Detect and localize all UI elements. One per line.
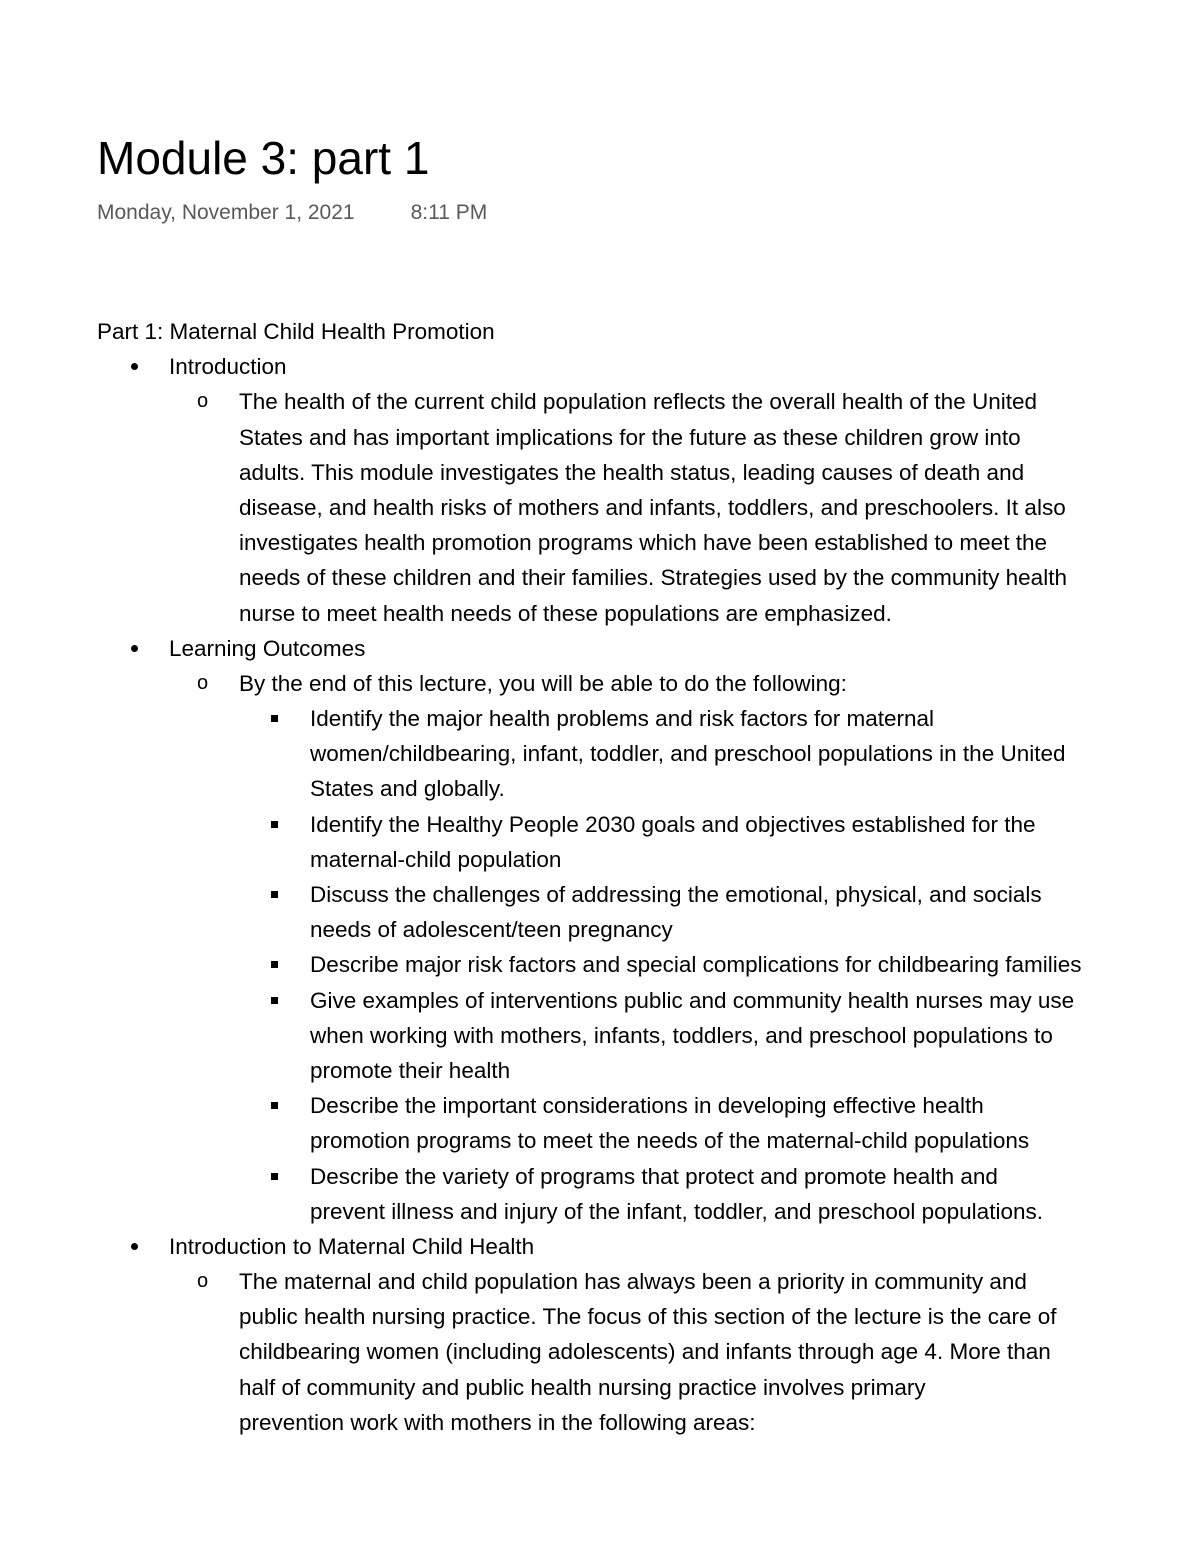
bullet-circle-icon: o: [197, 671, 209, 694]
bullet-dot-icon: [131, 349, 138, 384]
bullet-square-icon: [271, 1088, 278, 1123]
list-item-learning-outcomes: [97, 631, 1200, 666]
outcome-line: promotion programs to meet the needs of the maternal-child populations: [310, 1128, 1030, 1154]
outcome-line: maternal-child population: [310, 846, 562, 872]
paragraph-line: disease, and health risks of mothers and infants, toddlers, and preschoolers. It also: [239, 494, 1066, 520]
paragraph-line: The maternal and child population has always been a priority in community and: [239, 1269, 1027, 1295]
list-item-label: Introduction: [169, 354, 287, 380]
outcome-line: women/childbearing, infant, toddler, and preschool populations in the United: [310, 741, 1066, 767]
bullet-dot-icon: [131, 631, 138, 666]
list-item-label: Introduction to Maternal Child Health: [169, 1233, 535, 1259]
page-date: Monday, November 1, 2021: [97, 201, 355, 224]
outcome-line: Describe the variety of programs that protect and promote health and: [310, 1163, 998, 1189]
introduction-paragraph: [97, 384, 1200, 630]
page-timestamp: [97, 199, 487, 227]
bullet-square-icon: [271, 1159, 278, 1194]
bullet-square-icon: [271, 877, 278, 912]
outcome-item: [97, 877, 1200, 947]
outcome-line: needs of adolescent/teen pregnancy: [310, 917, 673, 943]
outcome-line: States and globally.: [310, 776, 505, 802]
outcome-line: Identify the major health problems and risk factors for maternal: [310, 706, 935, 732]
paragraph-line: public health nursing practice. The focus of this section of the lecture is the care of: [239, 1304, 1057, 1330]
bullet-circle-icon: o: [197, 390, 209, 413]
outcome-line: Describe major risk factors and special complications for childbearing families: [310, 952, 1082, 978]
list-item-intro-maternal-child-health: [97, 1229, 1200, 1264]
outcome-item: [97, 1159, 1200, 1229]
list-item-introduction: [97, 349, 1200, 384]
outcome-line: Give examples of interventions public and community health nurses may use: [310, 987, 1075, 1013]
page-title: Module 3: part 1: [97, 132, 430, 184]
paragraph-line: The health of the current child population reflects the overall health of the United: [239, 389, 1037, 415]
bullet-square-icon: [271, 701, 278, 736]
bullet-dot-icon: [131, 1229, 138, 1264]
paragraph-line: nurse to meet health needs of these populations are emphasized.: [239, 600, 892, 626]
outcome-item: [97, 983, 1200, 1089]
bullet-square-icon: [271, 807, 278, 842]
maternal-child-paragraph: [97, 1264, 1200, 1440]
list-item-label: Learning Outcomes: [169, 635, 366, 661]
section-heading: Part 1: Maternal Child Health Promotion: [97, 319, 495, 344]
paragraph-line: investigates health promotion programs which have been established to meet the: [239, 530, 1047, 556]
outcome-line: Describe the important considerations in developing effective health: [310, 1093, 984, 1119]
outcome-item: [97, 1088, 1200, 1158]
bullet-square-icon: [271, 947, 278, 982]
learning-outcomes-intro: [97, 666, 1200, 701]
outcome-item: [97, 807, 1200, 877]
outcome-line: promote their health: [310, 1057, 511, 1083]
paragraph-line: half of community and public health nursing practice involves primary: [239, 1374, 926, 1400]
paragraph-line: needs of these children and their families. Strategies used by the community health: [239, 565, 1067, 591]
paragraph-line: adults. This module investigates the health status, leading causes of death and: [239, 459, 1025, 485]
outcome-line: Discuss the challenges of addressing the emotional, physical, and socials: [310, 882, 1042, 907]
bullet-square-icon: [271, 983, 278, 1018]
paragraph-line: childbearing women (including adolescents) and infants through age 4. More than: [239, 1339, 1051, 1365]
paragraph-line: prevention work with mothers in the following areas:: [239, 1409, 756, 1435]
outcome-item: [97, 701, 1200, 807]
note-body: [97, 314, 1200, 1440]
paragraph-line: States and has important implications for the future as these children grow into: [239, 424, 1021, 450]
paragraph-line: By the end of this lecture, you will be able to do the following:: [239, 670, 847, 696]
outcome-line: Identify the Healthy People 2030 goals and objectives established for the: [310, 811, 1036, 837]
bullet-circle-icon: o: [197, 1270, 209, 1293]
outcome-line: when working with mothers, infants, toddlers, and preschool populations to: [310, 1022, 1053, 1048]
outcome-item: [97, 947, 1200, 982]
outcome-line: prevent illness and injury of the infant, toddler, and preschool populations.: [310, 1198, 1043, 1224]
page-time: 8:11 PM: [410, 201, 488, 224]
